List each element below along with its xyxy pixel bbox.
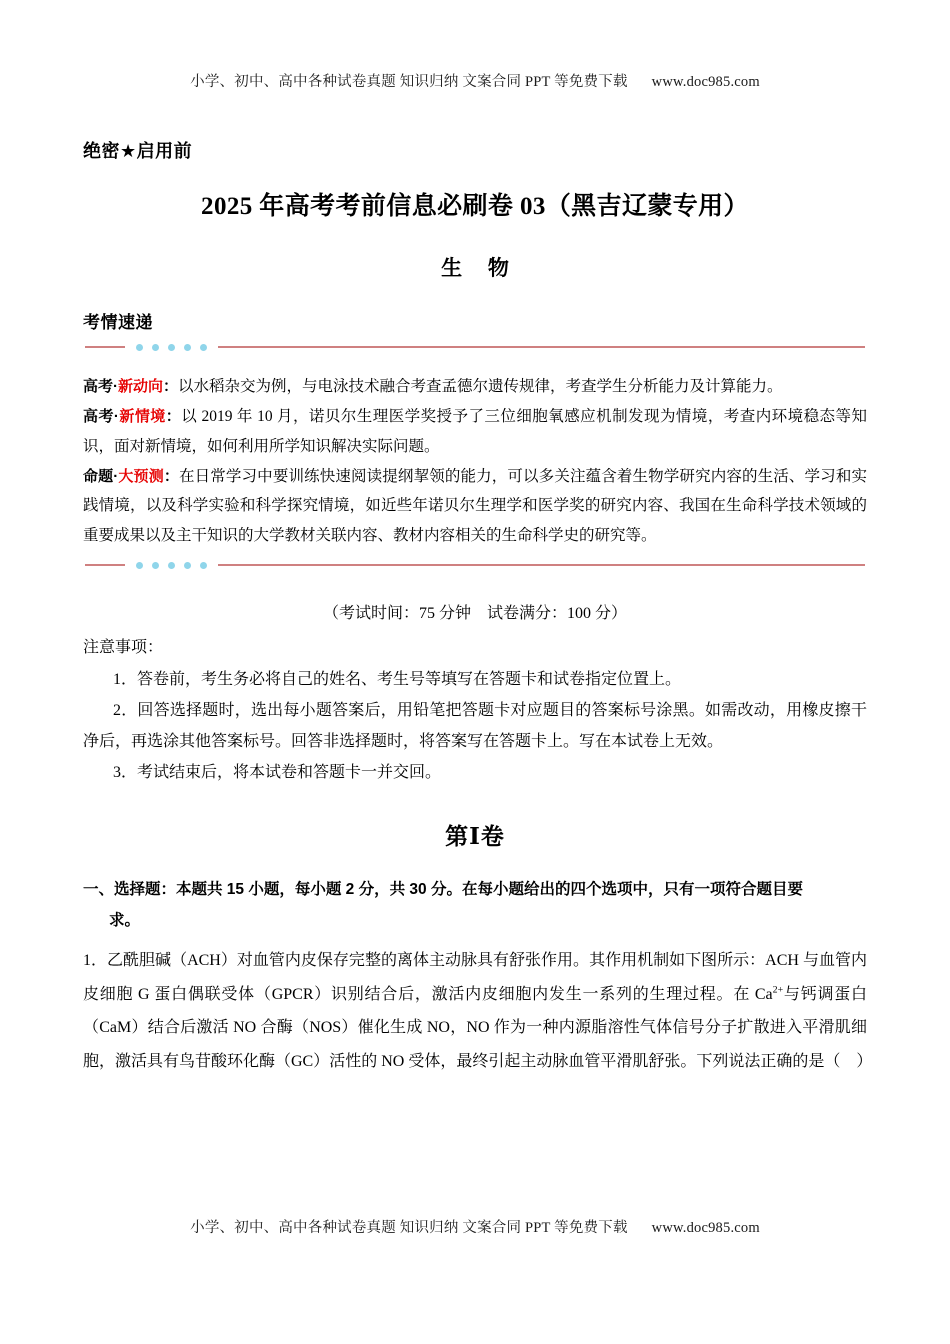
exam-trend-item [83, 372, 867, 402]
decorative-divider-top [85, 340, 865, 354]
running-footer-text: 小学、初中、高中各种试卷真题 知识归纳 文案合同 PPT 等免费下载 [190, 1220, 628, 1236]
question-type-heading-line-1: 一、选择题：本题共 15 小题，每小题 2 分，共 30 分。在每小题给出的四个选项中，只有一项符合题目要 [83, 881, 803, 898]
question-1-body-part-1: 乙酰胆碱（ACH）对血管内皮保存完整的离体主动脉具有舒张作用。其作用机制如下图所示：ACH 与血管内皮细胞 G 蛋白偶联受体（GPCR）识别结合后，激活内皮细胞内发生一系列的生理过程。在 Ca [83, 952, 867, 1003]
exam-trend-tag-separator: · [113, 408, 119, 425]
divider-line-short [85, 346, 125, 348]
divider-dot [184, 562, 191, 569]
exam-trend-tag-keyword: 新情境 [118, 408, 166, 425]
exam-trend-tag-prefix: 高考 [83, 408, 114, 425]
running-header-text: 小学、初中、高中各种试卷真题 知识归纳 文案合同 PPT 等免费下载 [190, 74, 628, 90]
notice-item: 1．答卷前，考生务必将自己的姓名、考生号等填写在答题卡和试卷指定位置上。 [113, 671, 682, 688]
question-1-superscript: 2+ [772, 984, 784, 996]
divider-dot [152, 562, 159, 569]
exam-trend-item [83, 402, 867, 461]
part-heading-section-1: 第Ⅰ卷 [445, 824, 505, 849]
exam-trend-tag-keyword: 大预测 [118, 467, 164, 485]
divider-dot [200, 344, 207, 351]
divider-dot [136, 562, 143, 569]
question-1-number: 1． [83, 952, 108, 969]
exam-trend-tag-colon: ： [163, 467, 179, 485]
divider-line-long [218, 564, 865, 566]
exam-trend-tag-prefix: 高考 [83, 378, 114, 395]
section-heading-exam-trends: 考情速递 [83, 313, 153, 332]
exam-trend-body: 以 2019 年 10 月，诺贝尔生理医学奖授予了三位细胞氧感应机制发现为情境，考查内环境稳态等知识，面对新情境，如何利用所学知识解决实际问题。 [83, 408, 867, 455]
divider-dot-group [136, 562, 207, 569]
divider-dot [168, 344, 175, 351]
divider-dot-group [136, 344, 207, 351]
question-1-text [83, 944, 873, 1078]
exam-trend-tag-separator: · [113, 378, 119, 395]
divider-dot [184, 344, 191, 351]
question-item-1 [83, 944, 873, 1078]
running-header-url: www.doc985.com [651, 74, 760, 90]
divider-dot [168, 562, 175, 569]
exam-trend-tag-colon: ： [165, 408, 182, 425]
exam-trend-tag-separator: · [113, 467, 119, 485]
notices-title: 注意事项： [83, 639, 164, 656]
exam-trend-tag-keyword: 新动向 [118, 378, 164, 395]
question-type-heading-line-2: 求。 [109, 912, 141, 929]
divider-dot [200, 562, 207, 569]
exam-trend-body: 在日常学习中要训练快速阅读提纲挈领的能力，可以多关注蕴含着生物学研究内容的生活、学习和实践情境，以及科学实验和科学探究情境，如近些年诺贝尔生理学和医学奖的研究内容、我国在生命科学技术领域的重要成果以及主干知识的大学教材关联内容、教材内容相关的生命科学史的研究等。 [83, 467, 867, 544]
running-footer-url: www.doc985.com [651, 1220, 760, 1236]
secrecy-notice: 绝密★启用前 [83, 141, 193, 161]
notice-item: 2．回答选择题时，选出每小题答案后，用铅笔把答题卡对应题目的答案标号涂黑。如需改动，用橡皮擦干净后，再选涂其他答案标号。回答非选择题时，将答案写在答题卡上。写在本试卷上无效。 [83, 702, 867, 750]
exam-trend-body: 以水稻杂交为例，与电泳技术融合考查孟德尔遗传规律，考查学生分析能力及计算能力。 [178, 378, 783, 395]
divider-dot [136, 344, 143, 351]
exam-trend-tag-colon: ： [163, 378, 179, 395]
exam-trend-tag [83, 378, 178, 395]
divider-line-long [218, 346, 865, 348]
exam-trend-tag-prefix: 命题 [83, 467, 114, 485]
exam-trend-tag [83, 468, 179, 485]
running-header [0, 70, 950, 91]
notice-item: 3．考试结束后，将本试卷和答题卡一并交回。 [113, 764, 442, 781]
exam-duration-and-score: （考试时间：75 分钟 试卷满分：100 分） [322, 605, 627, 622]
page-title: 2025 年高考考前信息必刷卷 03（黑吉辽蒙专用） [201, 193, 749, 220]
notices-list [83, 664, 867, 788]
divider-line-short [85, 564, 125, 566]
question-1-body-part-2: 与钙调蛋白（CaM）结合后激活 NO 合酶（NOS）催化生成 NO，NO 作为一种内源脂溶性气体信号分子扩散进入平滑肌细胞，激活具有鸟苷酸环化酶（GC）活性的 NO 受体，最终引起主动脉血管平滑肌舒张。下列说法正确的是（ ） [83, 985, 873, 1070]
decorative-divider-bottom [85, 558, 865, 572]
question-type-heading [83, 874, 867, 936]
subject-title: 生 物 [441, 257, 519, 280]
running-footer [0, 1216, 950, 1237]
exam-trend-item [83, 462, 867, 551]
divider-dot [152, 344, 159, 351]
exam-trend-tag [83, 408, 181, 425]
exam-trends-list [83, 372, 867, 551]
